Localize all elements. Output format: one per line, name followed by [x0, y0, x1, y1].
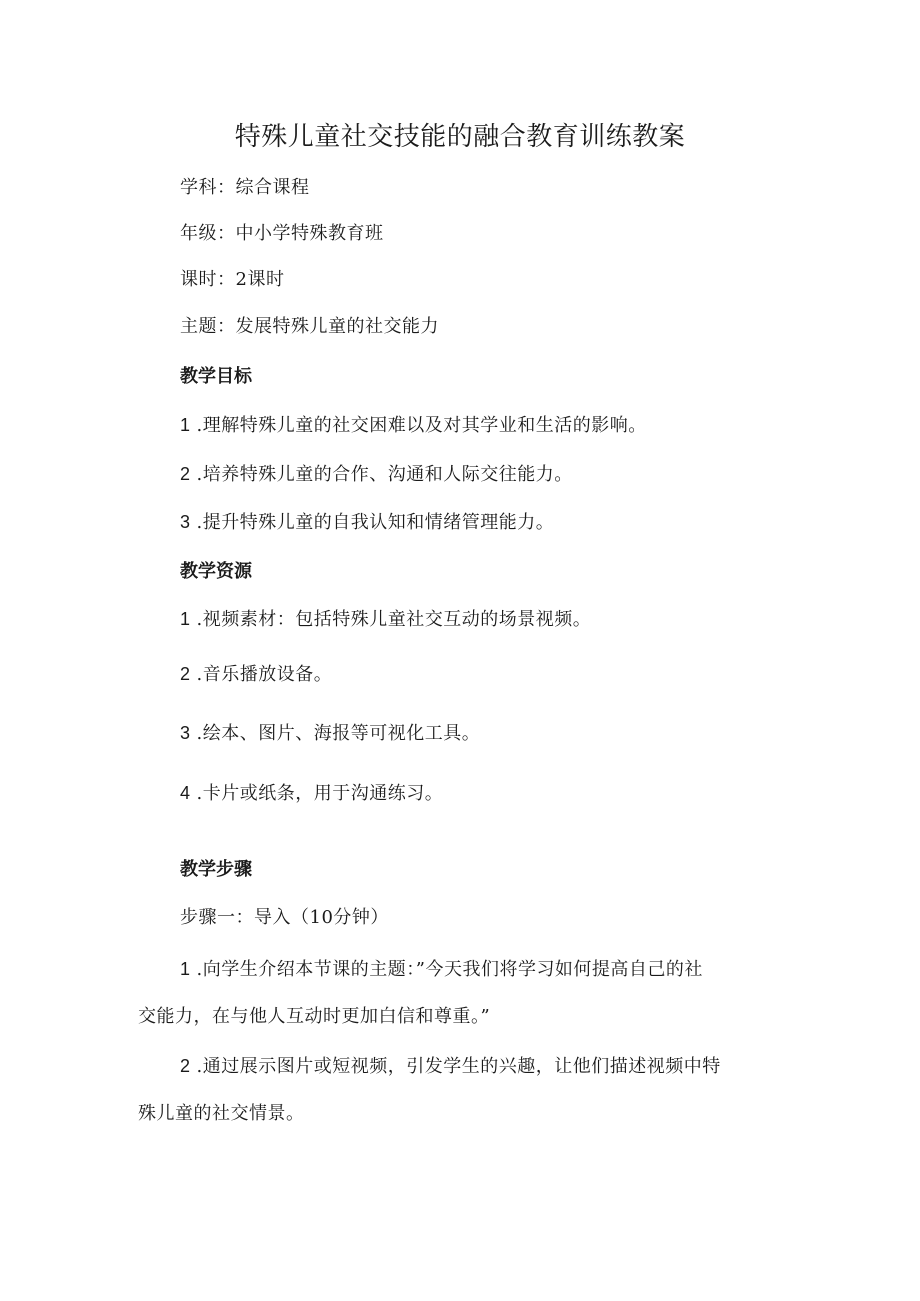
meta-value: 中小学特殊教育班	[235, 223, 384, 244]
step1-title: 步骤一：导入（10分钟）	[180, 907, 389, 928]
resource-item	[180, 781, 443, 806]
meta-label: 年级：	[180, 223, 236, 244]
objective-item	[180, 462, 573, 487]
item-text: .卡片或纸条，用于沟通练习。	[196, 783, 444, 804]
step-item-continuation: 殊儿童的社交情景。	[138, 1103, 305, 1124]
item-text: .理解特殊儿童的社交困难以及对其学业和生活的影响。	[196, 415, 647, 436]
item-text: .提升特殊儿童的自我认知和情绪管理能力。	[196, 512, 555, 533]
item-text: .音乐播放设备。	[196, 664, 333, 685]
item-text: .绘本、图片、海报等可视化工具。	[196, 723, 481, 744]
step-item-line	[180, 957, 703, 982]
steps-heading: 教学步骤	[180, 859, 252, 880]
resource-item	[180, 607, 591, 632]
meta-label: 学科：	[180, 177, 236, 198]
item-text: .培养特殊儿童的合作、沟通和人际交往能力。	[196, 464, 573, 485]
meta-hours	[180, 268, 284, 292]
meta-label: 课时：	[180, 269, 236, 290]
meta-value: 2课时	[235, 269, 285, 290]
step-item-line	[180, 1054, 721, 1079]
item-number: 2	[180, 1056, 191, 1076]
item-text: .向学生介绍本节课的主题：”今天我们将学习如何提高自己的社	[196, 959, 703, 980]
meta-subject	[180, 176, 310, 200]
item-number: 1	[180, 609, 191, 629]
item-number: 3	[180, 723, 191, 743]
objective-item	[180, 413, 647, 438]
objective-item	[180, 510, 554, 535]
item-number: 1	[180, 959, 191, 979]
item-text: .通过展示图片或短视频，引发学生的兴趣，让他们描述视频中特	[196, 1056, 721, 1077]
meta-label: 主题：	[180, 316, 236, 337]
meta-value: 综合课程	[235, 177, 310, 198]
resources-heading: 教学资源	[180, 561, 252, 582]
item-number: 3	[180, 512, 191, 532]
item-number: 1	[180, 415, 191, 435]
item-text: .视频素材：包括特殊儿童社交互动的场景视频。	[196, 609, 592, 630]
meta-theme	[180, 315, 439, 339]
step-item-continuation: 交能力，在与他人互动时更加白信和尊重。”	[138, 1006, 491, 1027]
item-number: 2	[180, 664, 191, 684]
item-number: 2	[180, 464, 191, 484]
resource-item	[180, 662, 332, 687]
meta-value: 发展特殊儿童的社交能力	[235, 316, 439, 337]
document-title: 特殊儿童社交技能的融合教育训练教案	[234, 122, 686, 152]
item-number: 4	[180, 783, 191, 803]
meta-grade	[180, 222, 384, 246]
resource-item	[180, 721, 480, 746]
objectives-heading: 教学目标	[180, 366, 252, 387]
